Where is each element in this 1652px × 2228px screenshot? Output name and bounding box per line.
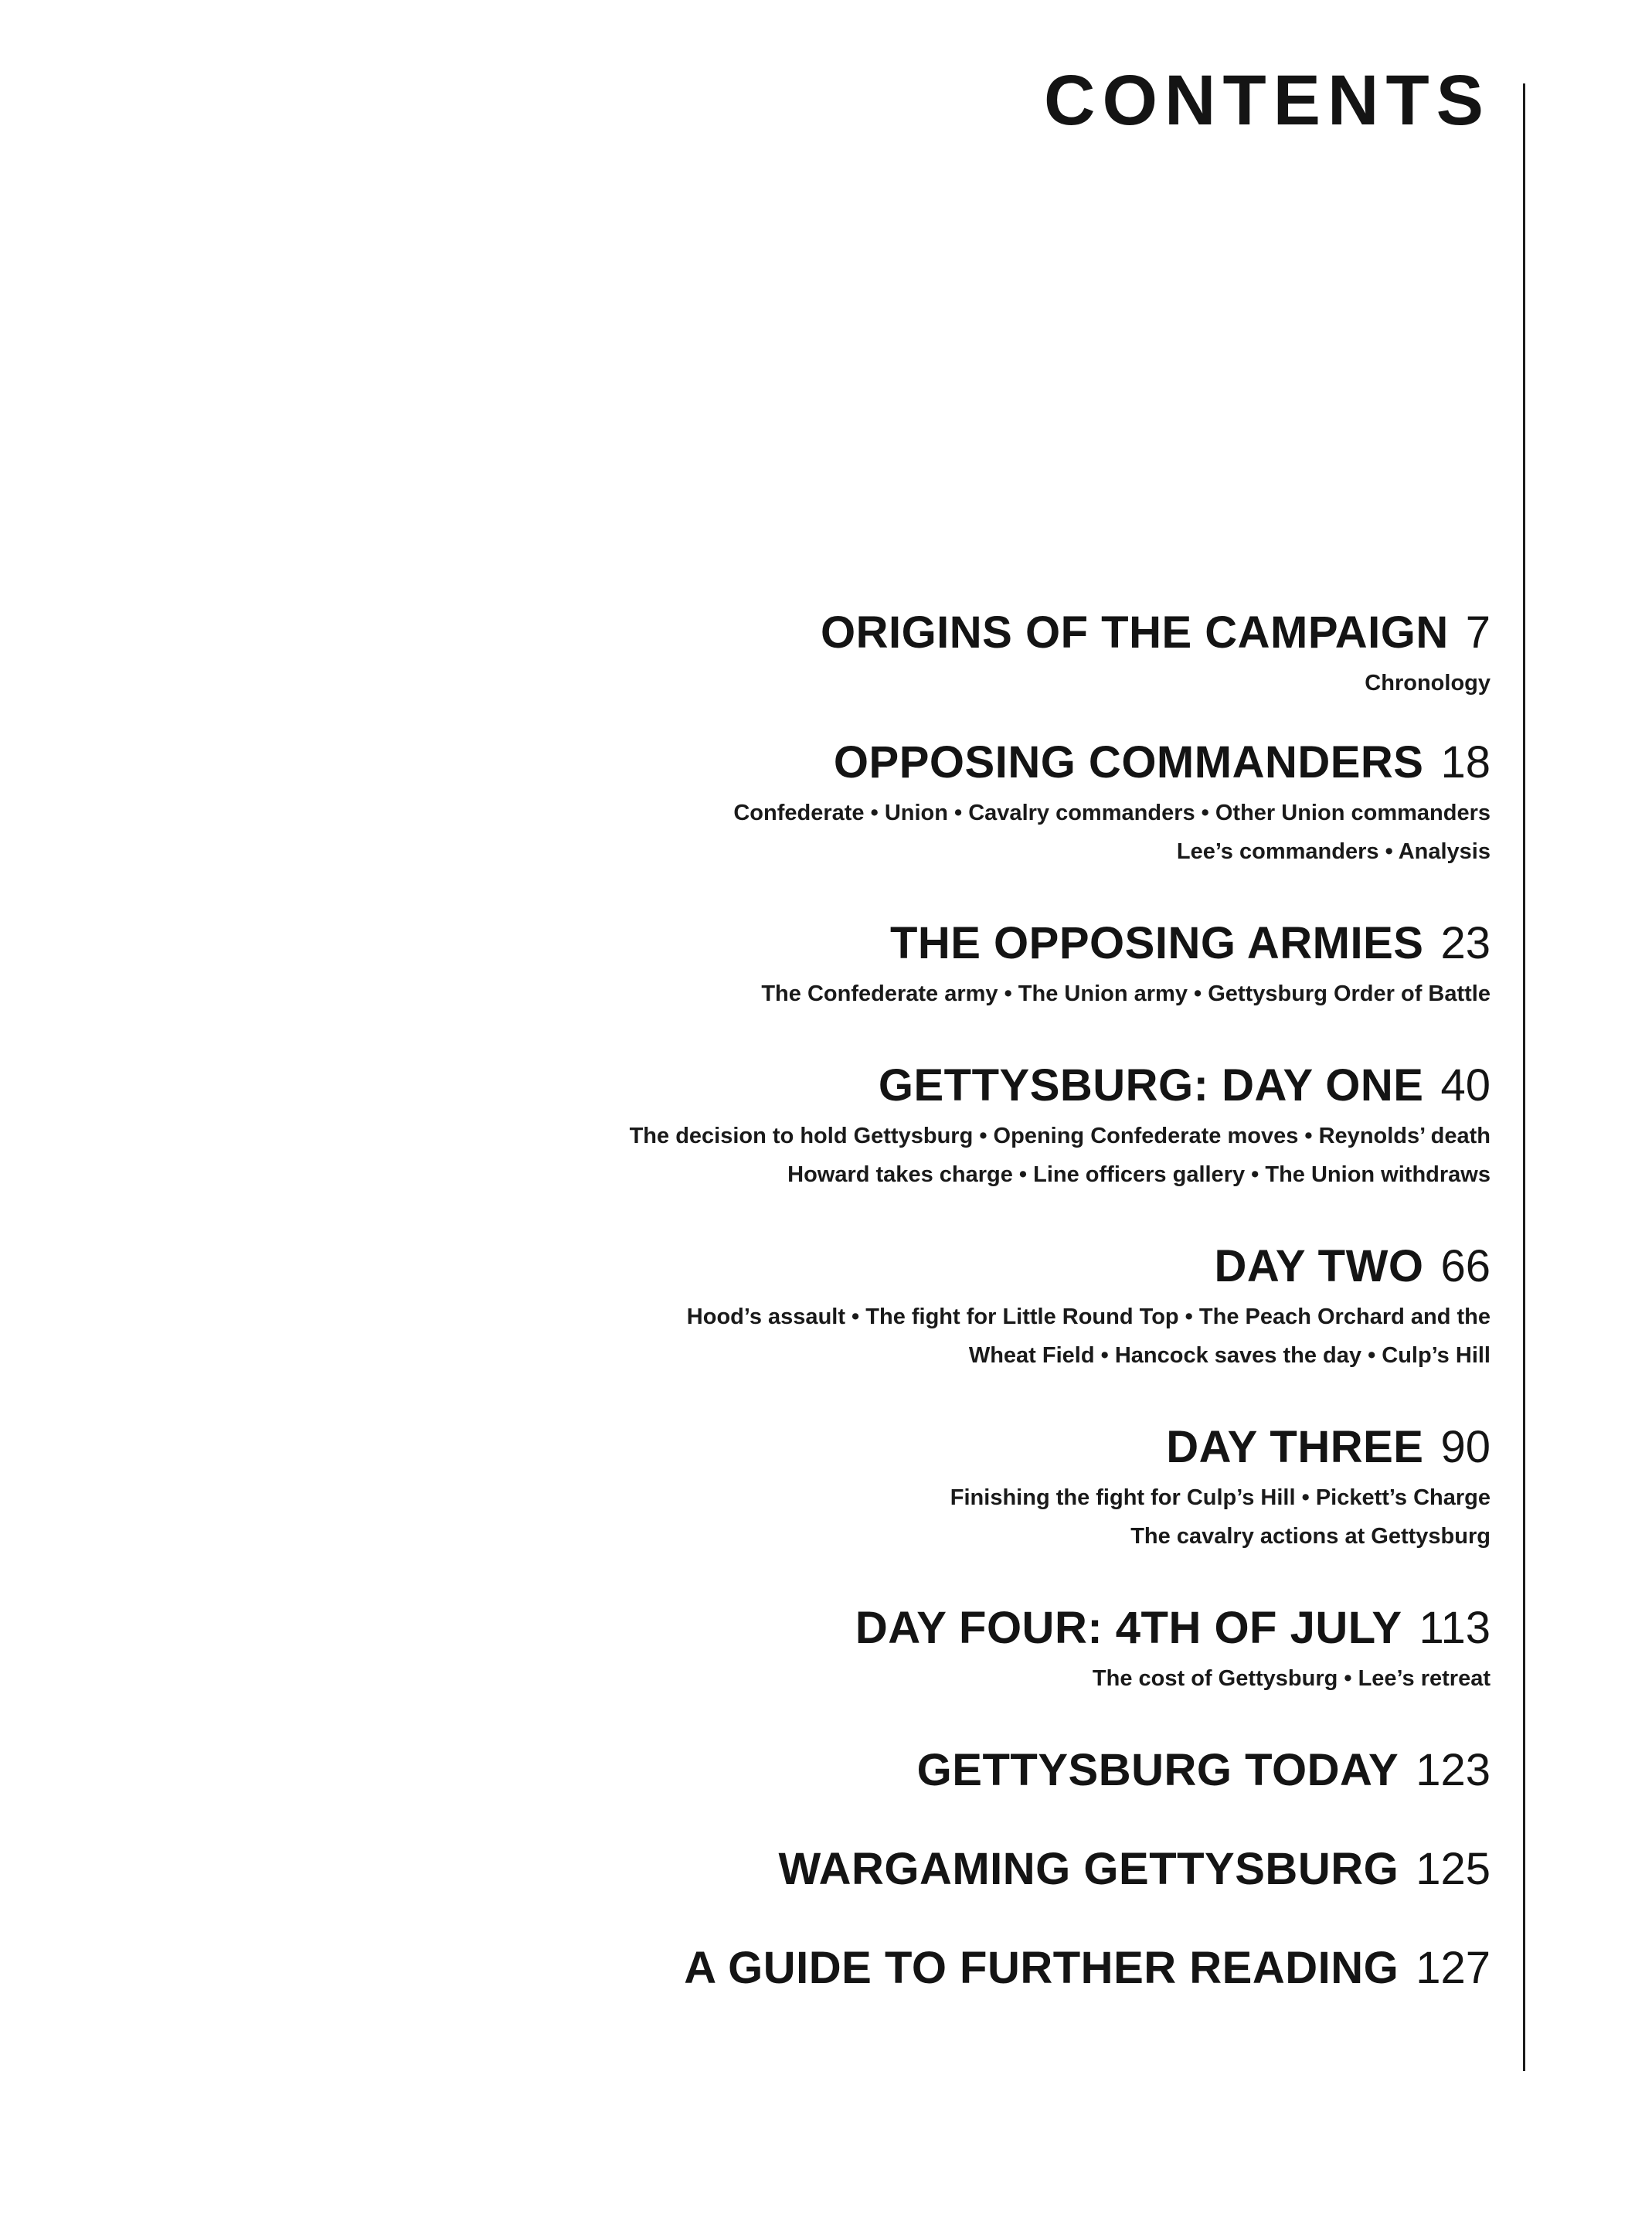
toc-entry-page-number: 123	[1416, 1745, 1491, 1795]
toc-entry-subtopics: Lee’s commanders • Analysis	[1176, 839, 1491, 864]
toc-entry-wargaming[interactable]	[22, 1843, 1491, 1896]
toc-entry-page-number: 125	[1416, 1844, 1491, 1894]
toc-entry-subtopics: Hood’s assault • The fight for Little Round Top • The Peach Orchard and the	[686, 1304, 1491, 1329]
toc-entry-page-number: 18	[1440, 737, 1491, 787]
toc-entry-title: ORIGINS OF THE CAMPAIGN	[820, 607, 1449, 658]
toc-entry-title: A GUIDE TO FURTHER READING	[684, 1943, 1399, 1993]
table-of-contents	[22, 607, 1491, 1995]
toc-entry-heading	[22, 607, 1491, 659]
toc-entry-heading	[22, 1942, 1491, 1995]
toc-entry-subtopics: Wheat Field • Hancock saves the day • Culp’s Hill	[968, 1343, 1491, 1368]
toc-entry-origins[interactable]	[22, 607, 1491, 702]
toc-entry-title: WARGAMING GETTYSBURG	[778, 1844, 1399, 1894]
toc-entry-gettysburg-today[interactable]	[22, 1744, 1491, 1797]
toc-entry-page-number: 7	[1465, 607, 1491, 658]
toc-entry-subtopics: Howard takes charge • Line officers gallery • The Union withdraws	[787, 1162, 1491, 1187]
toc-entry-day-four[interactable]	[22, 1602, 1491, 1698]
toc-entry-subtopics: Finishing the fight for Culp’s Hill • Pickett’s Charge	[950, 1485, 1491, 1510]
toc-entry-heading	[22, 1843, 1491, 1896]
toc-entry-title: GETTYSBURG TODAY	[916, 1745, 1399, 1795]
toc-entry-page-number: 66	[1440, 1241, 1491, 1291]
toc-entry-heading	[22, 1602, 1491, 1655]
toc-entry-heading	[22, 917, 1491, 970]
toc-entry-further-reading[interactable]	[22, 1942, 1491, 1995]
toc-entry-heading	[22, 1060, 1491, 1112]
toc-entry-page-number: 127	[1416, 1943, 1491, 1993]
toc-entry-opposing-commanders[interactable]	[22, 736, 1491, 871]
toc-entry-subtopics: The cavalry actions at Gettysburg	[1130, 1524, 1491, 1549]
toc-entry-page-number: 90	[1440, 1422, 1491, 1472]
toc-entry-heading	[22, 1744, 1491, 1797]
toc-entry-title: GETTYSBURG: DAY ONE	[878, 1060, 1424, 1111]
toc-entry-heading	[22, 1421, 1491, 1474]
toc-entry-page-number: 113	[1419, 1603, 1491, 1653]
page-title: CONTENTS	[1044, 61, 1491, 140]
toc-entry-subtopics: Confederate • Union • Cavalry commanders • Other Union commanders	[733, 801, 1491, 825]
toc-entry-subtopics: The Confederate army • The Union army • Gettysburg Order of Battle	[761, 981, 1491, 1006]
toc-entry-subtopics: The cost of Gettysburg • Lee’s retreat	[1092, 1666, 1491, 1691]
toc-entry-heading	[22, 1240, 1491, 1293]
toc-entry-page-number: 40	[1440, 1060, 1491, 1111]
toc-entry-title: THE OPPOSING ARMIES	[889, 918, 1424, 968]
toc-entry-title: DAY FOUR: 4TH OF JULY	[855, 1603, 1402, 1653]
toc-entry-title: DAY TWO	[1214, 1241, 1424, 1291]
toc-entry-opposing-armies[interactable]	[22, 917, 1491, 1013]
toc-entry-title: OPPOSING COMMANDERS	[833, 737, 1424, 787]
toc-entry-day-two[interactable]	[22, 1240, 1491, 1375]
toc-entry-heading	[22, 736, 1491, 789]
toc-entry-day-three[interactable]	[22, 1421, 1491, 1556]
toc-entry-title: DAY THREE	[1166, 1422, 1424, 1472]
toc-entry-subtopics: The decision to hold Gettysburg • Opening Confederate moves • Reynolds’ death	[629, 1124, 1491, 1148]
toc-entry-subtopics: Chronology	[1365, 671, 1491, 696]
page-divider-rule	[1523, 83, 1525, 2071]
toc-entry-page-number: 23	[1440, 918, 1491, 968]
toc-entry-day-one[interactable]	[22, 1060, 1491, 1194]
